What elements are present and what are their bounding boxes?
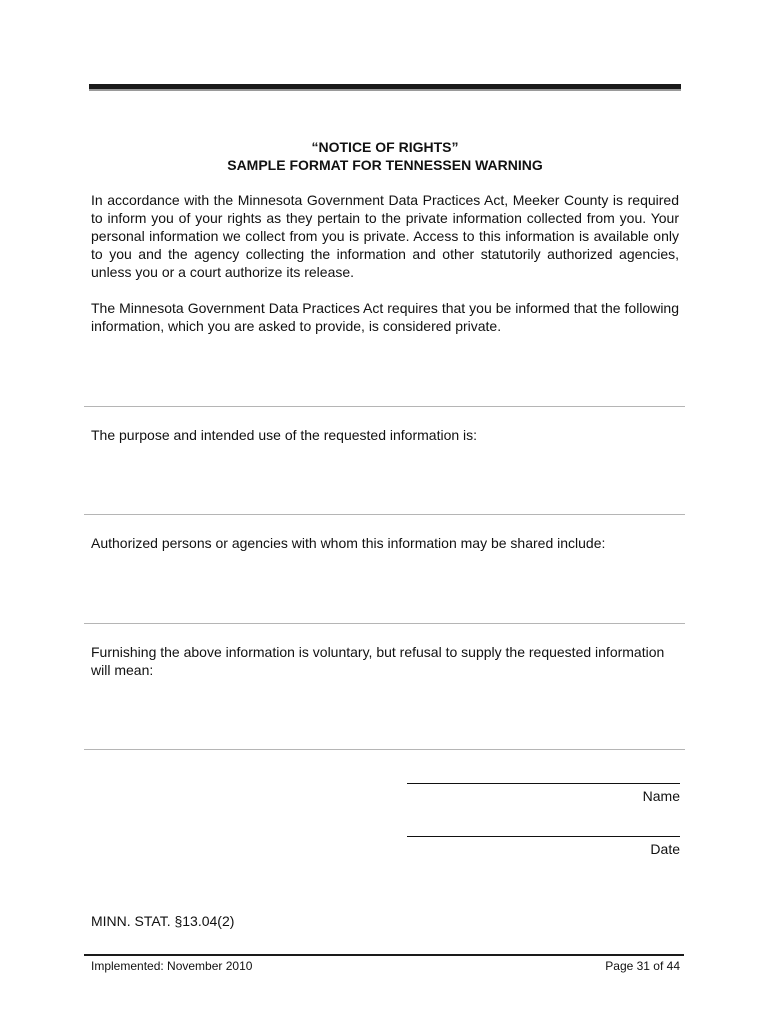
- rights-paragraph: In accordance with the Minnesota Government Data Practices Act, Meeker County is required to inform you of your rights as they pertain to the private information collected from you. Your personal information we collect from you is private. Access to this information is available only to you and the agency collecting the information and other statutorily authorized agencies, unless you or a court authorize its release.: [91, 192, 679, 280]
- purpose-prompt: The purpose and intended use of the requested information is:: [91, 427, 478, 443]
- section-divider: [84, 514, 685, 515]
- footer-page-number: Page 31 of 44: [605, 959, 680, 973]
- header-rule-shadow: [89, 89, 681, 91]
- date-signature-line[interactable]: [407, 836, 680, 837]
- statute-citation: MINN. STAT. §13.04(2): [91, 913, 235, 929]
- document-subtitle: SAMPLE FORMAT FOR TENNESSEN WARNING: [227, 157, 543, 173]
- refusal-prompt: Furnishing the above information is voluntary, but refusal to supply the requested information will mean:: [91, 644, 665, 678]
- name-signature-line[interactable]: [407, 783, 680, 784]
- private-info-paragraph: The Minnesota Government Data Practices Act requires that you be informed that the following information, which you are asked to provide, is considered private.: [91, 300, 679, 334]
- date-label: Date: [650, 841, 680, 857]
- section-divider: [84, 749, 685, 750]
- footer-implemented-date: Implemented: November 2010: [91, 959, 253, 973]
- document-title: “NOTICE OF RIGHTS”: [311, 139, 459, 155]
- section-divider: [84, 623, 685, 624]
- sharing-prompt: Authorized persons or agencies with whom this information may be shared include:: [91, 535, 606, 551]
- footer-rule: [84, 954, 684, 956]
- section-divider: [84, 406, 685, 407]
- name-label: Name: [642, 788, 680, 804]
